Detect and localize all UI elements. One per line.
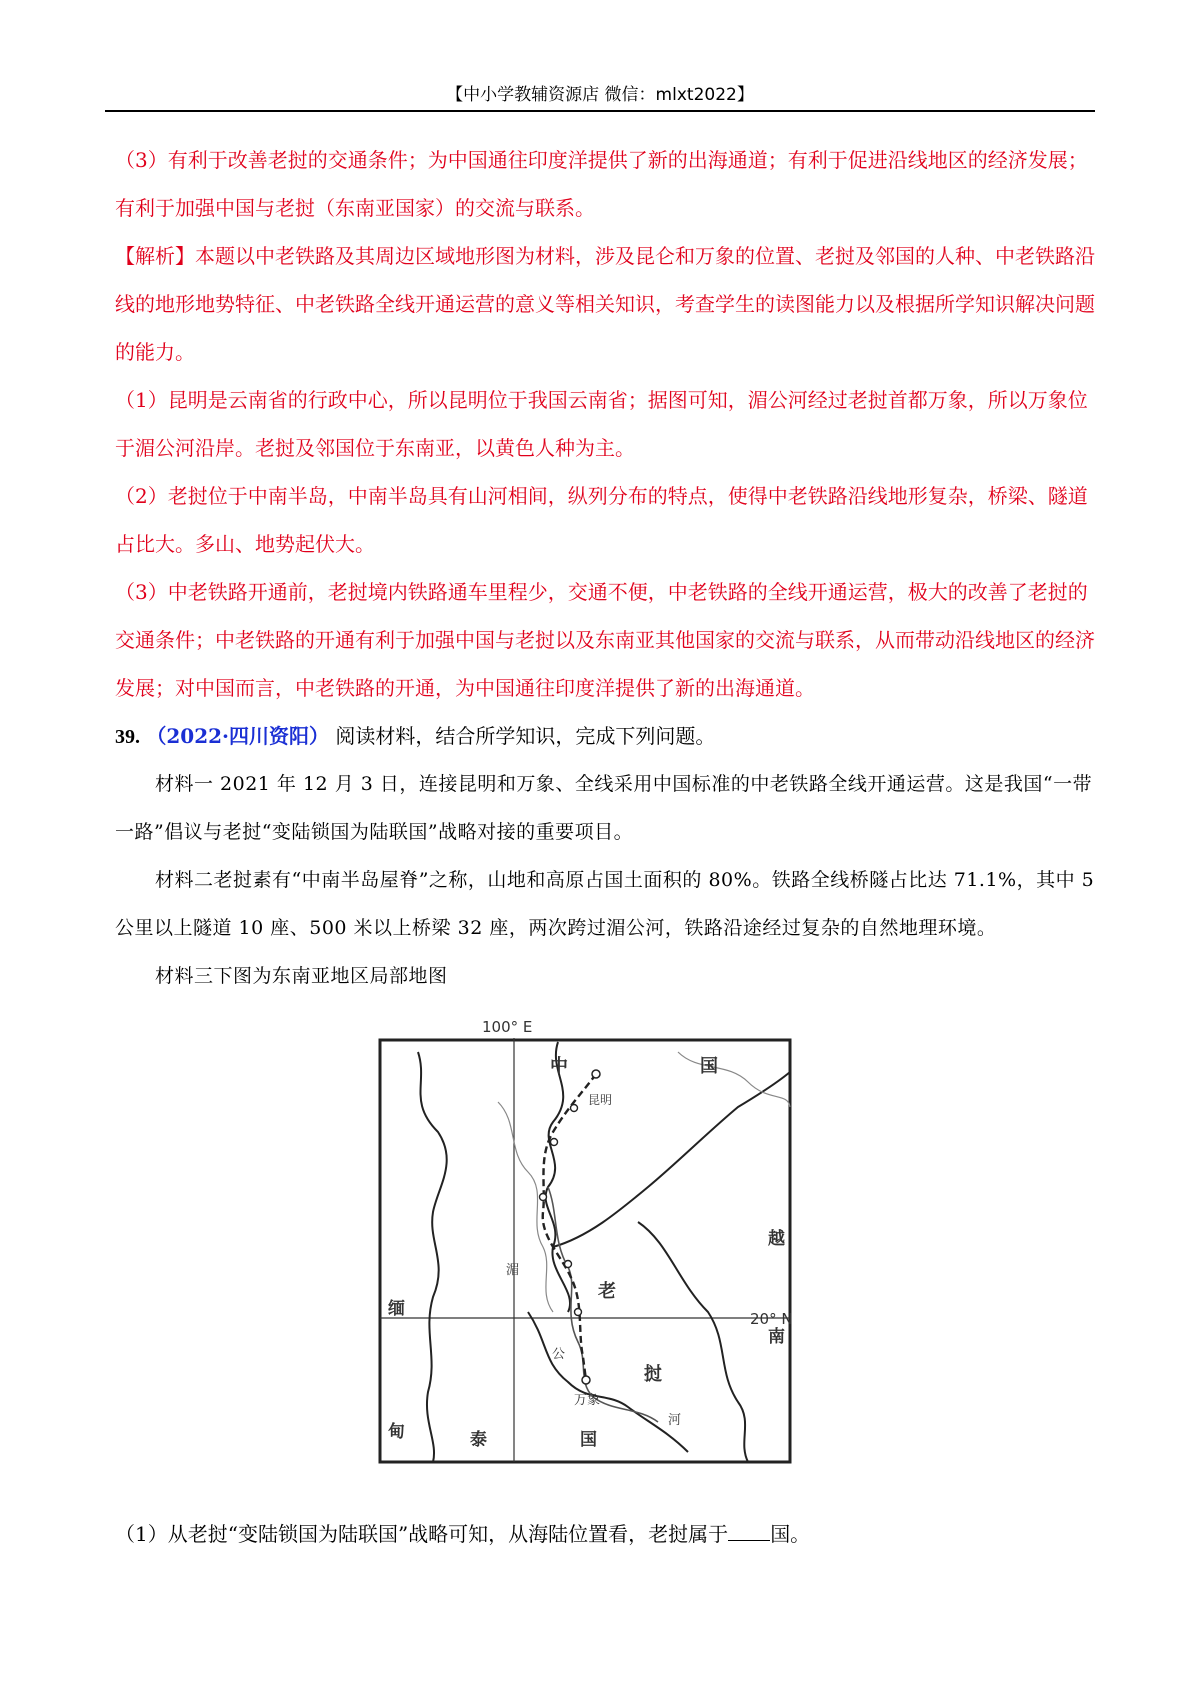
label-thailand-1: 泰 <box>470 1430 487 1450</box>
label-laos-1: 老 <box>598 1281 616 1302</box>
kunming-dot <box>592 1070 600 1078</box>
answer-part3: （3）有利于改善老挝的交通条件；为中国通往印度洋提供了新的出海通道；有利于促进沿线地区的经济发展；有利于加强中国与老挝（东南亚国家）的交流与联系。 <box>115 148 1088 220</box>
material-2: 材料二老挝素有“中南半岛屋脊”之称，山地和高原占国土面积的 80%。铁路全线桥隧占比达 71.1%，其中 5 公里以上隧道 10 座、500 米以上桥梁 32 座，两次跨过湄公河，铁路沿途经过复杂的自然地理环境。 <box>115 869 1095 939</box>
sub-question-1-text: （1）从老挝“变陆锁国为陆联国”战略可知，从海陆位置看，老挝属于 <box>115 1522 729 1546</box>
station-dot <box>575 1309 582 1316</box>
analysis-p2: （2）老挝位于中南半岛，中南半岛具有山河相间，纵列分布的特点，使得中老铁路沿线地形复杂，桥梁、隧道占比大。多山、地势起伏大。 <box>115 484 1088 556</box>
station-dot <box>565 1261 572 1268</box>
question-prompt: 阅读材料，结合所学知识，完成下列问题。 <box>335 724 716 748</box>
analysis-p1: （1）昆明是云南省的行政中心，所以昆明位于我国云南省；据图可知，湄公河经过老挝首都万象，所以万象位于湄公河沿岸。老挝及邻国位于东南亚，以黄色人种为主。 <box>115 388 1088 460</box>
material-1: 材料一 2021 年 12 月 3 日，连接昆明和万象、全线采用中国标准的中老铁路全线开通运营。这是我国“一带一路”倡议与老挝“变陆锁国为陆联国”战略对接的重要项目。 <box>115 773 1093 843</box>
vientiane-dot <box>582 1376 590 1384</box>
analysis-intro: 【解析】本题以中老铁路及其周边区域地形图为材料，涉及昆仑和万象的位置、老挝及邻国的人种、中老铁路沿线的地形地势特征、中老铁路全线开通运营的意义等相关知识，考查学生的读图能力以及根据所学知识解决问题的能力。 <box>115 244 1095 364</box>
answer-blank[interactable] <box>728 1520 770 1541</box>
label-kunming: 昆明 <box>588 1093 613 1107</box>
label-thailand-2: 国 <box>580 1430 597 1450</box>
southeast-asia-map <box>378 1012 798 1467</box>
question-header <box>115 712 1095 761</box>
label-vietnam-1: 越 <box>768 1229 785 1249</box>
question-number: 39. <box>115 726 140 748</box>
material-3: 材料三下图为东南亚地区局部地图 <box>155 965 448 987</box>
label-myanmar-1: 缅 <box>388 1299 405 1319</box>
label-mekong-1: 湄 <box>506 1263 520 1278</box>
analysis-p3: （3）中老铁路开通前，老挝境内铁路通车里程少，交通不便，中老铁路的全线开通运营，极大的改善了老挝的交通条件；中老铁路的开通有利于加强中国与老挝以及东南亚其他国家的交流与联系，从而带动沿线地区的经济发展；对中国而言，中老铁路的开通，为中国通往印度洋提供了新的出海通道。 <box>115 580 1095 700</box>
lon-label: 100° E <box>482 1018 533 1036</box>
label-china-1: 中 <box>550 1056 568 1077</box>
label-myanmar-2: 甸 <box>388 1422 405 1442</box>
label-china-2: 国 <box>700 1056 718 1077</box>
question-source: （2022·四川资阳） <box>146 724 329 748</box>
label-mekong-2: 公 <box>552 1347 566 1362</box>
lat-label: 20° N <box>750 1310 793 1328</box>
station-dot <box>551 1139 558 1146</box>
sub-question-1 <box>115 1510 1095 1558</box>
label-mekong-3: 河 <box>668 1413 682 1428</box>
header-rule <box>105 110 1095 112</box>
station-dot <box>540 1194 547 1201</box>
label-laos-2: 挝 <box>644 1364 662 1385</box>
label-vientiane: 万象 <box>574 1393 601 1408</box>
sub-question-1-tail: 国。 <box>770 1522 811 1546</box>
station-dot <box>571 1105 578 1112</box>
page-header: 【中小学教辅资源店 微信：mlxt2022】 <box>446 85 754 105</box>
label-vietnam-2: 南 <box>768 1327 785 1347</box>
